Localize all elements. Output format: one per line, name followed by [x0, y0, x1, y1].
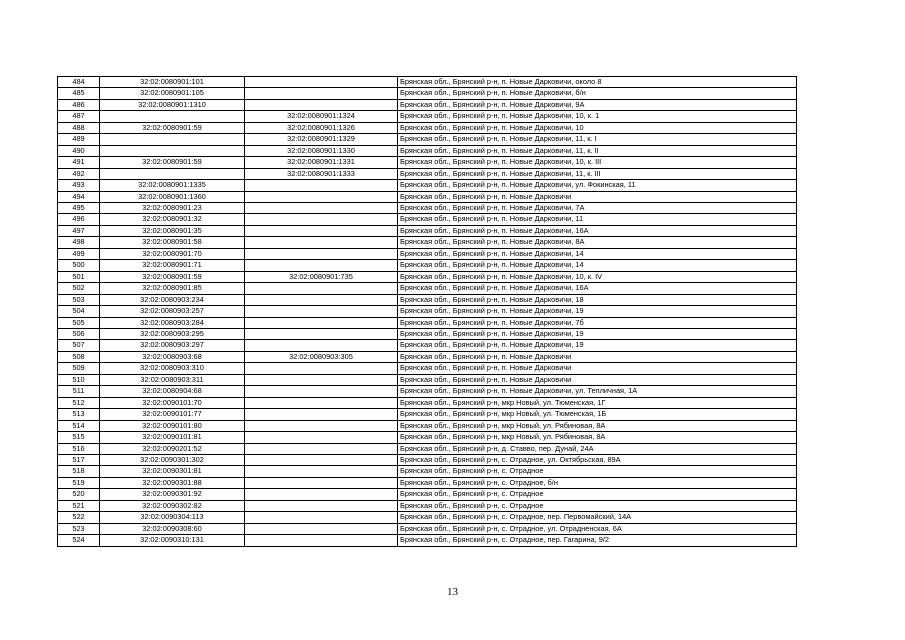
row-number-cell: 511 — [58, 386, 100, 397]
table-row — [58, 283, 797, 294]
address-cell: Брянская обл., Брянский р-н, п. Новые Дарковичи, 11, к. III — [398, 168, 797, 179]
row-number-cell: 524 — [58, 535, 100, 546]
table-row — [58, 271, 797, 282]
address-cell: Брянская обл., Брянский р-н, п. Новые Дарковичи — [398, 363, 797, 374]
cadastral-number-cell: 32:02:0080903:311 — [100, 374, 245, 385]
table-row — [58, 134, 797, 145]
row-number-cell: 509 — [58, 363, 100, 374]
cadastral-number-cell: 32:02:0080903:295 — [100, 328, 245, 339]
row-number-cell: 522 — [58, 512, 100, 523]
address-cell: Брянская обл., Брянский р-н, п. Новые Дарковичи, 11 — [398, 214, 797, 225]
row-number-cell: 512 — [58, 397, 100, 408]
row-number-cell: 487 — [58, 111, 100, 122]
table-row — [58, 77, 797, 88]
related-cadastral-number-cell — [245, 454, 398, 465]
row-number-cell: 494 — [58, 191, 100, 202]
row-number-cell: 485 — [58, 88, 100, 99]
row-number-cell: 490 — [58, 145, 100, 156]
table-row — [58, 420, 797, 431]
address-cell: Брянская обл., Брянский р-н, п. Новые Дарковичи, около 8 — [398, 77, 797, 88]
related-cadastral-number-cell: 32:02:0080901:735 — [245, 271, 398, 282]
related-cadastral-number-cell — [245, 340, 398, 351]
table-row — [58, 317, 797, 328]
related-cadastral-number-cell — [245, 283, 398, 294]
address-cell: Брянская обл., Брянский р-н, п. Новые Дарковичи, ул. Фокинская, 11 — [398, 180, 797, 191]
row-number-cell: 502 — [58, 283, 100, 294]
row-number-cell: 508 — [58, 351, 100, 362]
address-cell: Брянская обл., Брянский р-н, п. Новые Дарковичи, 16А — [398, 283, 797, 294]
row-number-cell: 516 — [58, 443, 100, 454]
cadastral-number-cell: 32:02:0080903:234 — [100, 294, 245, 305]
cadastral-number-cell: 32:02:0090310:131 — [100, 535, 245, 546]
related-cadastral-number-cell — [245, 523, 398, 534]
row-number-cell: 515 — [58, 432, 100, 443]
table-row — [58, 351, 797, 362]
row-number-cell: 523 — [58, 523, 100, 534]
related-cadastral-number-cell — [245, 500, 398, 511]
related-cadastral-number-cell — [245, 409, 398, 420]
related-cadastral-number-cell: 32:02:0080901:1333 — [245, 168, 398, 179]
cadastral-number-cell: 32:02:0080901:58 — [100, 237, 245, 248]
related-cadastral-number-cell — [245, 466, 398, 477]
page-number: 13 — [447, 586, 458, 598]
address-cell: Брянская обл., Брянский р-н, п. Новые Дарковичи, 10, к. 1 — [398, 111, 797, 122]
cadastral-number-cell: 32:02:0080901:59 — [100, 122, 245, 133]
row-number-cell: 488 — [58, 122, 100, 133]
row-number-cell: 493 — [58, 180, 100, 191]
cadastral-number-cell: 32:02:0090301:302 — [100, 454, 245, 465]
address-cell: Брянская обл., Брянский р-н, с. Отрадное, пер. Первомайский, 14А — [398, 512, 797, 523]
address-cell: Брянская обл., Брянский р-н, п. Новые Дарковичи, 11, к. I — [398, 134, 797, 145]
address-cell: Брянская обл., Брянский р-н, п. Новые Дарковичи — [398, 191, 797, 202]
table-row — [58, 306, 797, 317]
table-row — [58, 328, 797, 339]
related-cadastral-number-cell: 32:02:0080901:1324 — [245, 111, 398, 122]
cadastral-number-cell: 32:02:0080901:59 — [100, 271, 245, 282]
table-row — [58, 500, 797, 511]
address-cell: Брянская обл., Брянский р-н, мкр Новый, ул. Тюменская, 1Б — [398, 409, 797, 420]
cadastral-number-cell: 32:02:0090304:113 — [100, 512, 245, 523]
related-cadastral-number-cell: 32:02:0080901:1326 — [245, 122, 398, 133]
address-cell: Брянская обл., Брянский р-н, д. Ставво, пер. Дунай, 24А — [398, 443, 797, 454]
table-row — [58, 466, 797, 477]
row-number-cell: 501 — [58, 271, 100, 282]
table-row — [58, 523, 797, 534]
row-number-cell: 497 — [58, 225, 100, 236]
address-cell: Брянская обл., Брянский р-н, с. Отрадное, ул. Октябрьская, 89А — [398, 454, 797, 465]
related-cadastral-number-cell — [245, 512, 398, 523]
cadastral-number-cell: 32:02:0080901:1360 — [100, 191, 245, 202]
cadastral-number-cell: 32:02:0080901:35 — [100, 225, 245, 236]
related-cadastral-number-cell — [245, 397, 398, 408]
table-row — [58, 477, 797, 488]
cadastral-number-cell: 32:02:0090101:77 — [100, 409, 245, 420]
address-cell: Брянская обл., Брянский р-н, п. Новые Дарковичи, ул. Тепличная, 1А — [398, 386, 797, 397]
table-row — [58, 386, 797, 397]
related-cadastral-number-cell — [245, 202, 398, 213]
cadastral-number-cell: 32:02:0090101:81 — [100, 432, 245, 443]
row-number-cell: 503 — [58, 294, 100, 305]
row-number-cell: 489 — [58, 134, 100, 145]
related-cadastral-number-cell: 32:02:0080901:1330 — [245, 145, 398, 156]
table-row — [58, 111, 797, 122]
table-row — [58, 88, 797, 99]
address-cell: Брянская обл., Брянский р-н, п. Новые Дарковичи, 9А — [398, 99, 797, 110]
address-cell: Брянская обл., Брянский р-н, п. Новые Дарковичи, 14 — [398, 248, 797, 259]
row-number-cell: 513 — [58, 409, 100, 420]
related-cadastral-number-cell — [245, 294, 398, 305]
cadastral-number-cell: 32:02:0080901:1335 — [100, 180, 245, 191]
table-row — [58, 168, 797, 179]
address-cell: Брянская обл., Брянский р-н, п. Новые Дарковичи, 19 — [398, 328, 797, 339]
cadastral-number-cell: 32:02:0090308:60 — [100, 523, 245, 534]
related-cadastral-number-cell: 32:02:0080903:305 — [245, 351, 398, 362]
address-cell: Брянская обл., Брянский р-н, мкр Новый, ул. Тюменская, 1Г — [398, 397, 797, 408]
address-cell: Брянская обл., Брянский р-н, п. Новые Дарковичи, б/н — [398, 88, 797, 99]
related-cadastral-number-cell — [245, 374, 398, 385]
registry-table-body — [58, 77, 797, 547]
table-row — [58, 397, 797, 408]
cadastral-number-cell: 32:02:0090101:80 — [100, 420, 245, 431]
address-cell: Брянская обл., Брянский р-н, п. Новые Дарковичи, 14 — [398, 260, 797, 271]
cadastral-number-cell: 32:02:0080903:68 — [100, 351, 245, 362]
cadastral-number-cell — [100, 145, 245, 156]
address-cell: Брянская обл., Брянский р-н, с. Отрадное, ул. Отрадненская, 6А — [398, 523, 797, 534]
cadastral-number-cell: 32:02:0080901:70 — [100, 248, 245, 259]
related-cadastral-number-cell — [245, 237, 398, 248]
address-cell: Брянская обл., Брянский р-н, п. Новые Дарковичи, 8А — [398, 237, 797, 248]
table-row — [58, 535, 797, 546]
address-cell: Брянская обл., Брянский р-н, п. Новые Дарковичи, 16А — [398, 225, 797, 236]
cadastral-number-cell: 32:02:0080903:284 — [100, 317, 245, 328]
row-number-cell: 518 — [58, 466, 100, 477]
address-cell: Брянская обл., Брянский р-н, п. Новые Дарковичи, 7б — [398, 317, 797, 328]
table-row — [58, 374, 797, 385]
related-cadastral-number-cell — [245, 443, 398, 454]
related-cadastral-number-cell — [245, 191, 398, 202]
cadastral-number-cell — [100, 168, 245, 179]
table-row — [58, 157, 797, 168]
address-cell: Брянская обл., Брянский р-н, с. Отрадное — [398, 489, 797, 500]
cadastral-registry-table — [57, 76, 797, 547]
related-cadastral-number-cell — [245, 248, 398, 259]
row-number-cell: 500 — [58, 260, 100, 271]
table-row — [58, 443, 797, 454]
related-cadastral-number-cell: 32:02:0080901:1329 — [245, 134, 398, 145]
cadastral-number-cell: 32:02:0080901:85 — [100, 283, 245, 294]
cadastral-number-cell: 32:02:0080901:71 — [100, 260, 245, 271]
cadastral-number-cell: 32:02:0080904:68 — [100, 386, 245, 397]
address-cell: Брянская обл., Брянский р-н, п. Новые Дарковичи — [398, 351, 797, 362]
table-row — [58, 214, 797, 225]
table-row — [58, 294, 797, 305]
related-cadastral-number-cell — [245, 260, 398, 271]
address-cell: Брянская обл., Брянский р-н, мкр Новый, ул. Рябиновая, 8А — [398, 432, 797, 443]
row-number-cell: 498 — [58, 237, 100, 248]
address-cell: Брянская обл., Брянский р-н, п. Новые Дарковичи, 19 — [398, 306, 797, 317]
cadastral-number-cell: 32:02:0080901:1310 — [100, 99, 245, 110]
address-cell: Брянская обл., Брянский р-н, мкр Новый, ул. Рябиновая, 8А — [398, 420, 797, 431]
table-row — [58, 99, 797, 110]
cadastral-number-cell: 32:02:0090101:70 — [100, 397, 245, 408]
table-row — [58, 409, 797, 420]
address-cell: Брянская обл., Брянский р-н, с. Отрадное, б/н — [398, 477, 797, 488]
cadastral-number-cell: 32:02:0090302:82 — [100, 500, 245, 511]
row-number-cell: 519 — [58, 477, 100, 488]
row-number-cell: 517 — [58, 454, 100, 465]
address-cell: Брянская обл., Брянский р-н, п. Новые Дарковичи, 10 — [398, 122, 797, 133]
related-cadastral-number-cell — [245, 363, 398, 374]
related-cadastral-number-cell — [245, 317, 398, 328]
table-row — [58, 237, 797, 248]
cadastral-number-cell: 32:02:0080901:105 — [100, 88, 245, 99]
address-cell: Брянская обл., Брянский р-н, п. Новые Дарковичи, 10, к. III — [398, 157, 797, 168]
address-cell: Брянская обл., Брянский р-н, с. Отрадное — [398, 500, 797, 511]
cadastral-number-cell: 32:02:0090301:81 — [100, 466, 245, 477]
related-cadastral-number-cell — [245, 306, 398, 317]
table-row — [58, 363, 797, 374]
cadastral-number-cell — [100, 111, 245, 122]
cadastral-number-cell: 32:02:0080901:23 — [100, 202, 245, 213]
related-cadastral-number-cell — [245, 432, 398, 443]
cadastral-number-cell: 32:02:0080903:297 — [100, 340, 245, 351]
address-cell: Брянская обл., Брянский р-н, п. Новые Дарковичи — [398, 374, 797, 385]
table-row — [58, 122, 797, 133]
row-number-cell: 492 — [58, 168, 100, 179]
cadastral-number-cell: 32:02:0080901:59 — [100, 157, 245, 168]
cadastral-number-cell: 32:02:0080903:310 — [100, 363, 245, 374]
row-number-cell: 496 — [58, 214, 100, 225]
row-number-cell: 491 — [58, 157, 100, 168]
address-cell: Брянская обл., Брянский р-н, п. Новые Дарковичи, 10, к. IV — [398, 271, 797, 282]
table-row — [58, 489, 797, 500]
table-row — [58, 248, 797, 259]
table-row — [58, 180, 797, 191]
address-cell: Брянская обл., Брянский р-н, с. Отрадное — [398, 466, 797, 477]
address-cell: Брянская обл., Брянский р-н, п. Новые Дарковичи, 19 — [398, 340, 797, 351]
related-cadastral-number-cell — [245, 477, 398, 488]
related-cadastral-number-cell — [245, 99, 398, 110]
related-cadastral-number-cell: 32:02:0080901:1331 — [245, 157, 398, 168]
row-number-cell: 506 — [58, 328, 100, 339]
row-number-cell: 505 — [58, 317, 100, 328]
cadastral-number-cell: 32:02:0090301:92 — [100, 489, 245, 500]
related-cadastral-number-cell — [245, 420, 398, 431]
related-cadastral-number-cell — [245, 77, 398, 88]
table-row — [58, 225, 797, 236]
row-number-cell: 521 — [58, 500, 100, 511]
address-cell: Брянская обл., Брянский р-н, с. Отрадное, пер. Гагарина, 9/2 — [398, 535, 797, 546]
row-number-cell: 520 — [58, 489, 100, 500]
row-number-cell: 495 — [58, 202, 100, 213]
table-row — [58, 512, 797, 523]
row-number-cell: 504 — [58, 306, 100, 317]
cadastral-number-cell: 32:02:0080903:257 — [100, 306, 245, 317]
table-row — [58, 432, 797, 443]
related-cadastral-number-cell — [245, 386, 398, 397]
cadastral-number-cell: 32:02:0090301:88 — [100, 477, 245, 488]
table-row — [58, 145, 797, 156]
related-cadastral-number-cell — [245, 180, 398, 191]
row-number-cell: 499 — [58, 248, 100, 259]
cadastral-number-cell: 32:02:0090201:52 — [100, 443, 245, 454]
address-cell: Брянская обл., Брянский р-н, п. Новые Дарковичи, 11, к. II — [398, 145, 797, 156]
cadastral-number-cell — [100, 134, 245, 145]
address-cell: Брянская обл., Брянский р-н, п. Новые Дарковичи, 7А — [398, 202, 797, 213]
cadastral-number-cell: 32:02:0080901:101 — [100, 77, 245, 88]
related-cadastral-number-cell — [245, 88, 398, 99]
table-row — [58, 340, 797, 351]
row-number-cell: 484 — [58, 77, 100, 88]
table-row — [58, 454, 797, 465]
row-number-cell: 514 — [58, 420, 100, 431]
cadastral-number-cell: 32:02:0080901:32 — [100, 214, 245, 225]
table-row — [58, 260, 797, 271]
table-row — [58, 191, 797, 202]
row-number-cell: 510 — [58, 374, 100, 385]
related-cadastral-number-cell — [245, 328, 398, 339]
address-cell: Брянская обл., Брянский р-н, п. Новые Дарковичи, 18 — [398, 294, 797, 305]
row-number-cell: 486 — [58, 99, 100, 110]
related-cadastral-number-cell — [245, 535, 398, 546]
row-number-cell: 507 — [58, 340, 100, 351]
related-cadastral-number-cell — [245, 489, 398, 500]
related-cadastral-number-cell — [245, 225, 398, 236]
related-cadastral-number-cell — [245, 214, 398, 225]
table-row — [58, 202, 797, 213]
